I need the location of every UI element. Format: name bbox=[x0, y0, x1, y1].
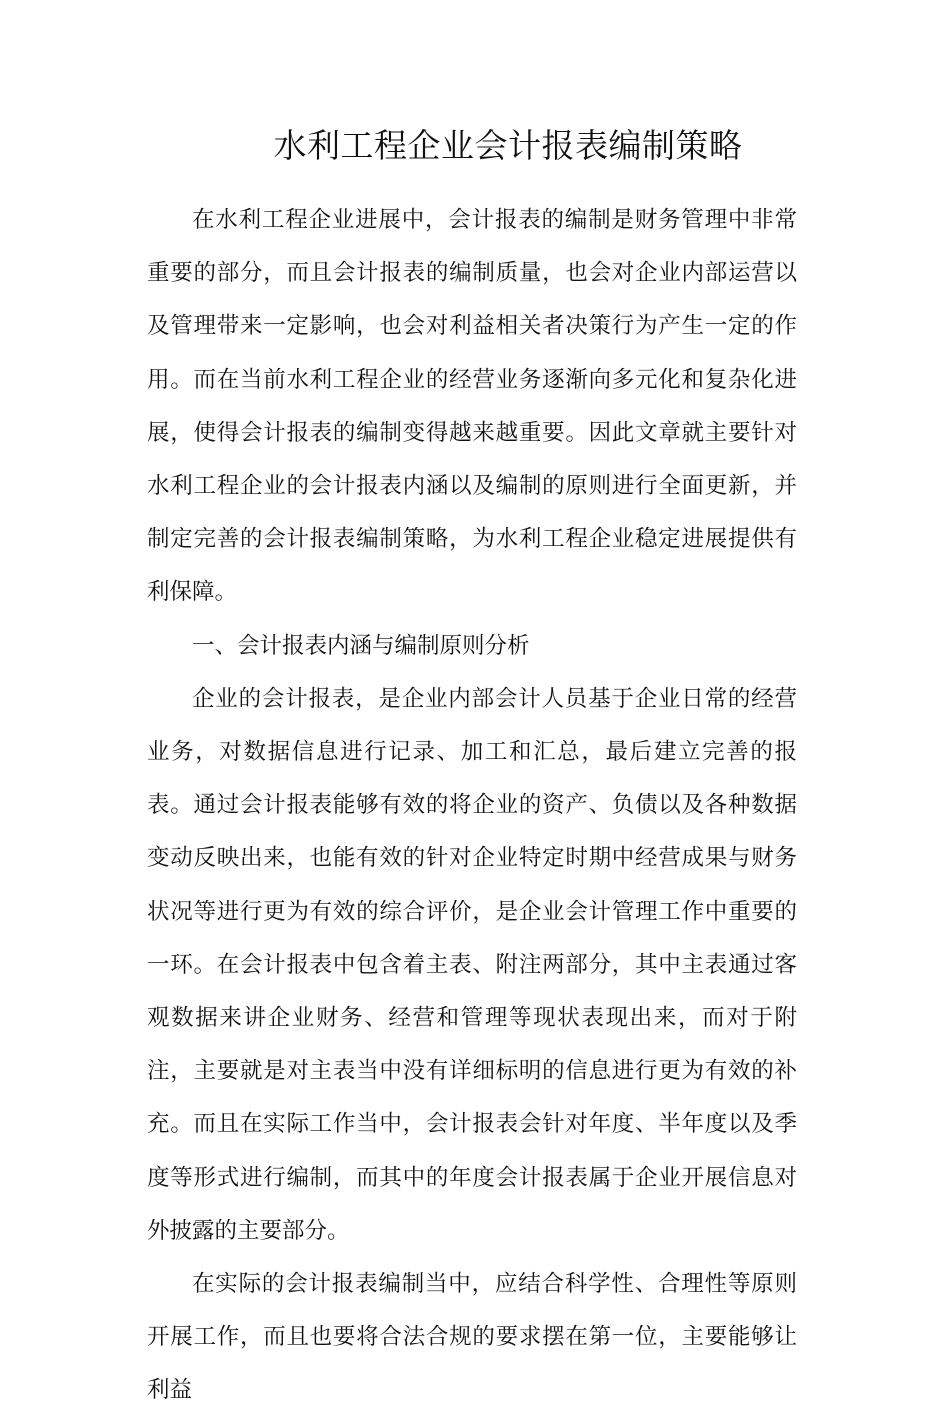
intro-paragraph: 在水利工程企业进展中，会计报表的编制是财务管理中非常重要的部分，而且会计报表的编制质量，也会对企业内部运营以及管理带来一定影响，也会对利益相关者决策行为产生一定的作用。而在当前水利工程企业的经营业务逐渐向多元化和复杂化进展，使得会计报表的编制变得越来越重要。因此文章就主要针对水利工程企业的会计报表内涵以及编制的原则进行全面更新，并制定完善的会计报表编制策略，为水利工程企业稳定进展提供有利保障。 bbox=[147, 207, 797, 606]
body-paragraph: 企业的会计报表，是企业内部会计人员基于企业日常的经营业务，对数据信息进行记录、加工和汇总，最后建立完善的报表。通过会计报表能够有效的将企业的资产、负债以及各种数据变动反映出来，也能有效的针对企业特定时期中经营成果与财务状况等进行更为有效的综合评价，是企业会计管理工作中重要的一环。在会计报表中包含着主表、附注两部分，其中主表通过客观数据来讲企业财务、经营和管理等现状表现出来，而对于附注，主要就是对主表当中没有详细标明的信息进行更为有效的补充。而且在实际工作当中，会计报表会针对年度、半年度以及季度等形式进行编制，而其中的年度会计报表属于企业开展信息对外披露的主要部分。 bbox=[147, 685, 797, 1244]
document-body bbox=[147, 194, 797, 1418]
section-heading: 一、会计报表内涵与编制原则分析 bbox=[192, 632, 530, 659]
document-title: 水利工程企业会计报表编制策略 bbox=[273, 126, 743, 165]
body-paragraph: 在实际的会计报表编制当中，应结合科学性、合理性等原则开展工作，而且也要将合法合规的要求摆在第一位，主要能够让利益 bbox=[147, 1271, 797, 1404]
